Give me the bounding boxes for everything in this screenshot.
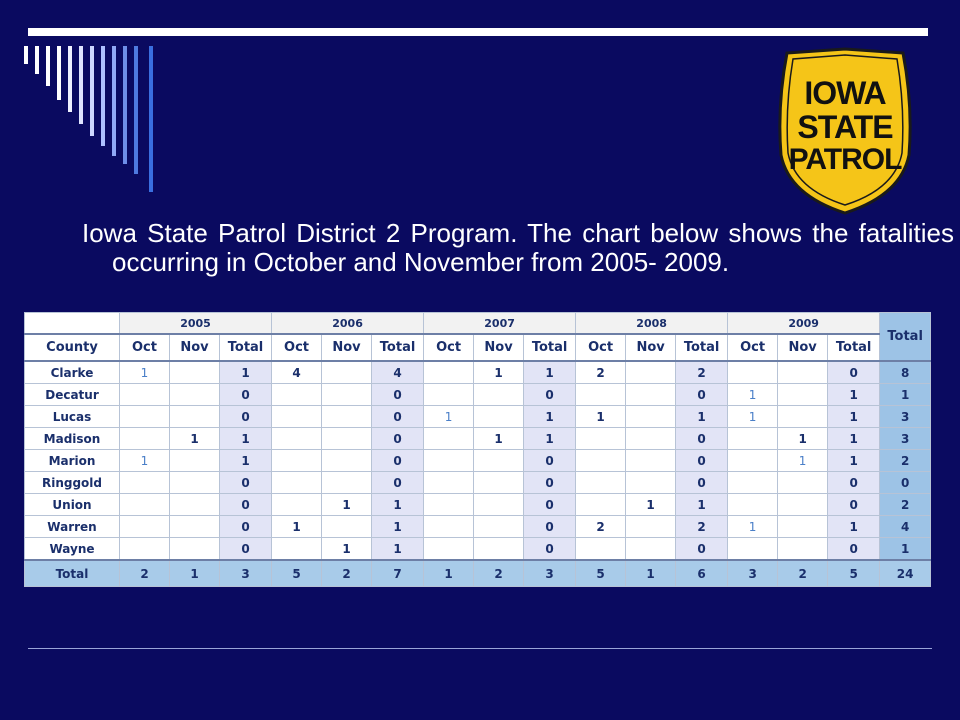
totals-cell: 3	[220, 560, 272, 587]
table-cell: 1	[474, 361, 524, 384]
grand-total-value: 24	[880, 560, 931, 587]
grand-total-cell: 2	[880, 450, 931, 472]
table-row	[25, 472, 931, 494]
nov-header-2008: Nov	[626, 334, 676, 361]
table-cell: 0	[372, 384, 424, 406]
total-header-2007: Total	[524, 334, 576, 361]
table-cell: 1	[778, 428, 828, 450]
table-row	[25, 406, 931, 428]
county-name: Union	[25, 494, 120, 516]
table-cell	[120, 516, 170, 538]
total-header-2008: Total	[676, 334, 728, 361]
fatalities-table-container	[24, 312, 930, 587]
table-cell: 0	[828, 494, 880, 516]
table-cell: 0	[372, 472, 424, 494]
table-cell: 2	[576, 516, 626, 538]
table-cell: 1	[828, 516, 880, 538]
table-cell	[778, 406, 828, 428]
table-cell: 1	[322, 538, 372, 561]
table-cell: 0	[828, 538, 880, 561]
table-cell	[626, 428, 676, 450]
table-cell	[626, 450, 676, 472]
table-cell	[728, 494, 778, 516]
table-cell: 1	[676, 494, 728, 516]
table-cell	[424, 428, 474, 450]
table-cell	[424, 538, 474, 561]
table-row	[25, 538, 931, 561]
totals-cell: 2	[474, 560, 524, 587]
table-cell	[424, 450, 474, 472]
totals-cell: 2	[322, 560, 372, 587]
grand-total-cell: 4	[880, 516, 931, 538]
oct-header-2006: Oct	[272, 334, 322, 361]
table-cell	[576, 538, 626, 561]
grand-total-cell: 0	[880, 472, 931, 494]
year-header-2006: 2006	[272, 313, 424, 335]
table-cell: 0	[828, 472, 880, 494]
year-header-2008: 2008	[576, 313, 728, 335]
table-cell	[576, 384, 626, 406]
table-cell: 0	[220, 384, 272, 406]
table-cell: 1	[778, 450, 828, 472]
table-cell: 1	[576, 406, 626, 428]
table-cell: 1	[524, 428, 576, 450]
table-cell: 2	[676, 516, 728, 538]
table-cell	[170, 472, 220, 494]
totals-cell: 1	[424, 560, 474, 587]
table-cell	[170, 361, 220, 384]
total-header-2006: Total	[372, 334, 424, 361]
table-cell	[778, 494, 828, 516]
totals-label: Total	[25, 560, 120, 587]
table-cell	[322, 428, 372, 450]
table-row	[25, 428, 931, 450]
table-cell: 1	[474, 428, 524, 450]
table-cell	[170, 494, 220, 516]
table-cell	[626, 472, 676, 494]
table-cell: 1	[220, 361, 272, 384]
table-cell: 1	[372, 516, 424, 538]
oct-header-2008: Oct	[576, 334, 626, 361]
table-cell: 0	[524, 450, 576, 472]
table-cell: 0	[220, 494, 272, 516]
table-cell	[576, 494, 626, 516]
top-rule	[28, 28, 928, 36]
table-cell	[728, 361, 778, 384]
logo-line-2: STATE	[797, 109, 893, 145]
table-cell	[424, 472, 474, 494]
header-blank	[25, 313, 120, 335]
table-row	[25, 384, 931, 406]
oct-header-2007: Oct	[424, 334, 474, 361]
table-cell	[272, 406, 322, 428]
table-cell	[322, 516, 372, 538]
table-cell: 1	[828, 406, 880, 428]
totals-cell: 1	[170, 560, 220, 587]
table-row	[25, 361, 931, 384]
totals-row	[25, 560, 931, 587]
table-cell	[474, 472, 524, 494]
table-row	[25, 494, 931, 516]
county-name: Lucas	[25, 406, 120, 428]
slide-caption: Iowa State Patrol District 2 Program. The chart below shows the fatalities occurring in October and November from 2005- 2009.	[82, 218, 954, 277]
table-cell	[424, 361, 474, 384]
table-cell	[474, 450, 524, 472]
table-cell: 1	[322, 494, 372, 516]
totals-cell: 3	[524, 560, 576, 587]
table-cell: 1	[372, 538, 424, 561]
fatalities-table	[24, 312, 931, 587]
totals-cell: 2	[120, 560, 170, 587]
table-cell: 2	[676, 361, 728, 384]
table-cell	[778, 472, 828, 494]
table-cell	[322, 361, 372, 384]
county-header: County	[25, 334, 120, 361]
table-cell	[170, 450, 220, 472]
table-cell	[778, 384, 828, 406]
table-cell	[322, 406, 372, 428]
table-cell: 4	[272, 361, 322, 384]
decorative-bars	[24, 46, 164, 196]
table-cell	[120, 472, 170, 494]
county-name: Madison	[25, 428, 120, 450]
bottom-rule	[28, 648, 932, 649]
table-cell: 0	[676, 428, 728, 450]
county-name: Marion	[25, 450, 120, 472]
totals-cell: 5	[828, 560, 880, 587]
table-cell: 0	[676, 450, 728, 472]
table-cell	[120, 384, 170, 406]
table-cell: 0	[524, 516, 576, 538]
totals-cell: 5	[576, 560, 626, 587]
table-cell: 1	[120, 450, 170, 472]
nov-header-2005: Nov	[170, 334, 220, 361]
table-cell: 1	[424, 406, 474, 428]
county-name: Wayne	[25, 538, 120, 561]
table-cell: 1	[170, 428, 220, 450]
table-row	[25, 516, 931, 538]
table-cell	[120, 428, 170, 450]
table-cell	[272, 538, 322, 561]
table-cell: 0	[372, 428, 424, 450]
total-header-2005: Total	[220, 334, 272, 361]
table-cell: 1	[524, 361, 576, 384]
table-cell	[626, 538, 676, 561]
table-cell	[120, 494, 170, 516]
year-header-2009: 2009	[728, 313, 880, 335]
table-cell: 0	[220, 516, 272, 538]
table-cell	[778, 538, 828, 561]
table-cell: 0	[524, 472, 576, 494]
table-cell	[170, 538, 220, 561]
table-cell: 0	[524, 494, 576, 516]
table-cell: 4	[372, 361, 424, 384]
table-cell	[272, 494, 322, 516]
year-header-2005: 2005	[120, 313, 272, 335]
totals-cell: 5	[272, 560, 322, 587]
table-cell: 0	[676, 472, 728, 494]
table-cell: 1	[272, 516, 322, 538]
table-cell	[626, 406, 676, 428]
year-header-2007: 2007	[424, 313, 576, 335]
table-cell	[120, 406, 170, 428]
table-cell	[424, 516, 474, 538]
county-name: Clarke	[25, 361, 120, 384]
table-cell	[170, 384, 220, 406]
table-cell	[778, 516, 828, 538]
table-cell: 1	[728, 516, 778, 538]
table-cell	[424, 384, 474, 406]
iowa-state-patrol-logo	[773, 45, 917, 217]
grand-total-cell: 2	[880, 494, 931, 516]
table-cell	[170, 516, 220, 538]
table-cell	[272, 472, 322, 494]
table-cell	[474, 538, 524, 561]
table-cell	[728, 450, 778, 472]
table-cell: 0	[828, 361, 880, 384]
county-name: Ringgold	[25, 472, 120, 494]
table-cell: 1	[120, 361, 170, 384]
totals-cell: 3	[728, 560, 778, 587]
totals-cell: 7	[372, 560, 424, 587]
table-cell	[170, 406, 220, 428]
table-cell	[576, 472, 626, 494]
total-header-2009: Total	[828, 334, 880, 361]
table-cell	[626, 384, 676, 406]
table-cell	[272, 428, 322, 450]
table-cell	[474, 406, 524, 428]
table-cell: 1	[728, 406, 778, 428]
table-cell: 1	[676, 406, 728, 428]
grand-total-cell: 1	[880, 384, 931, 406]
table-cell	[272, 450, 322, 472]
table-cell: 0	[524, 538, 576, 561]
table-cell: 0	[372, 450, 424, 472]
table-cell	[626, 361, 676, 384]
county-name: Decatur	[25, 384, 120, 406]
logo-line-1: IOWA	[804, 75, 886, 111]
table-cell	[474, 516, 524, 538]
county-name: Warren	[25, 516, 120, 538]
table-cell	[322, 472, 372, 494]
table-cell	[778, 361, 828, 384]
table-cell	[626, 516, 676, 538]
table-row	[25, 450, 931, 472]
table-cell: 1	[372, 494, 424, 516]
table-cell: 1	[828, 428, 880, 450]
grand-total-cell: 8	[880, 361, 931, 384]
table-cell	[322, 450, 372, 472]
table-cell: 0	[676, 384, 728, 406]
table-cell: 0	[220, 406, 272, 428]
table-cell: 1	[828, 384, 880, 406]
table-cell	[424, 494, 474, 516]
totals-cell: 2	[778, 560, 828, 587]
table-cell: 1	[220, 428, 272, 450]
grand-total-cell: 1	[880, 538, 931, 561]
oct-header-2005: Oct	[120, 334, 170, 361]
oct-header-2009: Oct	[728, 334, 778, 361]
totals-cell: 6	[676, 560, 728, 587]
table-cell	[474, 494, 524, 516]
table-cell	[728, 428, 778, 450]
table-cell: 1	[524, 406, 576, 428]
table-cell	[576, 428, 626, 450]
table-cell: 0	[372, 406, 424, 428]
table-cell	[120, 538, 170, 561]
table-cell: 0	[220, 472, 272, 494]
table-cell: 0	[524, 384, 576, 406]
nov-header-2009: Nov	[778, 334, 828, 361]
grand-total-cell: 3	[880, 428, 931, 450]
table-cell: 0	[220, 538, 272, 561]
grand-total-cell: 3	[880, 406, 931, 428]
logo-line-3: PATROL	[788, 143, 902, 176]
nov-header-2006: Nov	[322, 334, 372, 361]
table-cell: 2	[576, 361, 626, 384]
table-cell: 1	[828, 450, 880, 472]
table-cell: 1	[220, 450, 272, 472]
table-cell	[474, 384, 524, 406]
table-cell: 1	[626, 494, 676, 516]
table-cell	[728, 472, 778, 494]
table-cell	[322, 384, 372, 406]
table-cell	[728, 538, 778, 561]
nov-header-2007: Nov	[474, 334, 524, 361]
table-cell	[272, 384, 322, 406]
table-cell	[576, 450, 626, 472]
table-cell: 1	[728, 384, 778, 406]
totals-cell: 1	[626, 560, 676, 587]
table-cell: 0	[676, 538, 728, 561]
grand-total-header: Total	[880, 313, 931, 362]
